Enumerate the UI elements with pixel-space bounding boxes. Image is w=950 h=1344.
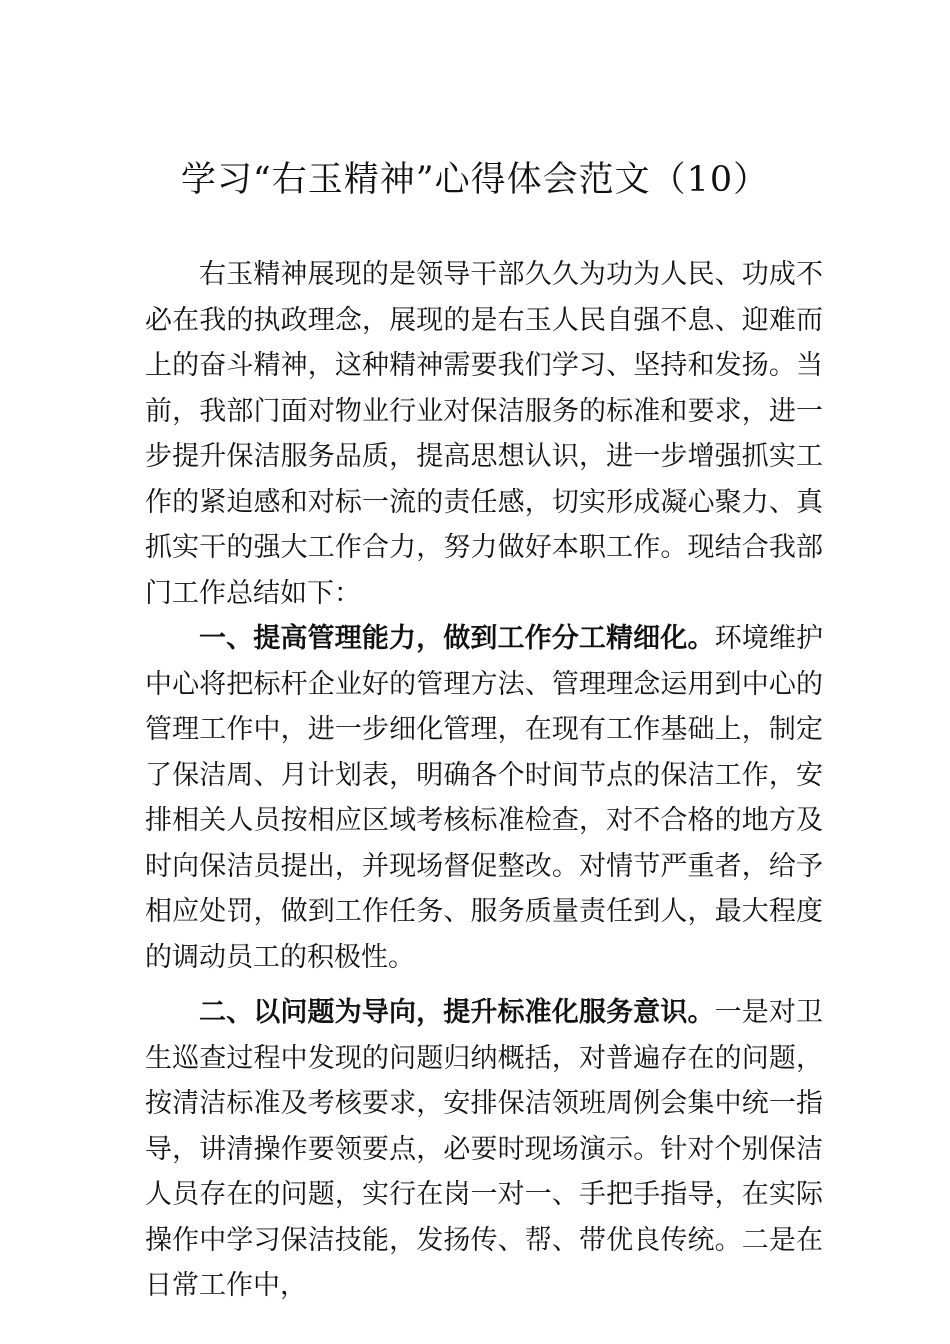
document-body [145, 252, 823, 1309]
document-title: 学习“右玉精神”心得体会范文（10） [180, 160, 770, 200]
paragraph-section-2 [145, 990, 823, 1309]
paragraph-intro [145, 252, 823, 616]
paragraph-text: 环境维护中心将把标杆企业好的管理方法、管理理念运用到中心的管理工作中，进一步细化管理，在现有工作基础上，制定了保洁周、月计划表，明确各个时间节点的保洁工作，安排相关人员按相应区域考核标准检查，对不合格的地方及时向保洁员提出，并现场督促整改。对情节严重者，给予相应处罚，做到工作任务、服务质量责任到人，最大程度的调动员工的积极性。 [145, 623, 824, 973]
paragraph-text: 一是对卫生巡查过程中发现的问题归纳概括，对普遍存在的问题，按清洁标准及考核要求，安排保洁领班周例会集中统一指导，讲清操作要领要点，必要时现场演示。针对个别保洁人员存在的问题，实行在岗一对一、手把手指导，在实际操作中学习保洁技能，发扬传、帮、带优良传统。二是在日常工作中， [145, 997, 824, 1301]
paragraph-lead: 二、以问题为导向，提升标准化服务意识。 [199, 997, 715, 1028]
paragraph-section-1 [145, 616, 823, 980]
paragraph-lead: 一、提高管理能力，做到工作分工精细化。 [199, 623, 715, 654]
paragraph-text: 右玉精神展现的是领导干部久久为功为人民、功成不必在我的执政理念，展现的是右玉人民自强不息、迎难而上的奋斗精神，这种精神需要我们学习、坚持和发扬。当前，我部门面对物业行业对保洁服务的标准和要求，进一步提升保洁服务品质，提高思想认识，进一步增强抓实工作的紧迫感和对标一流的责任感，切实形成凝心聚力、真抓实干的强大工作合力，努力做好本职工作。现结合我部门工作总结如下： [145, 259, 823, 609]
